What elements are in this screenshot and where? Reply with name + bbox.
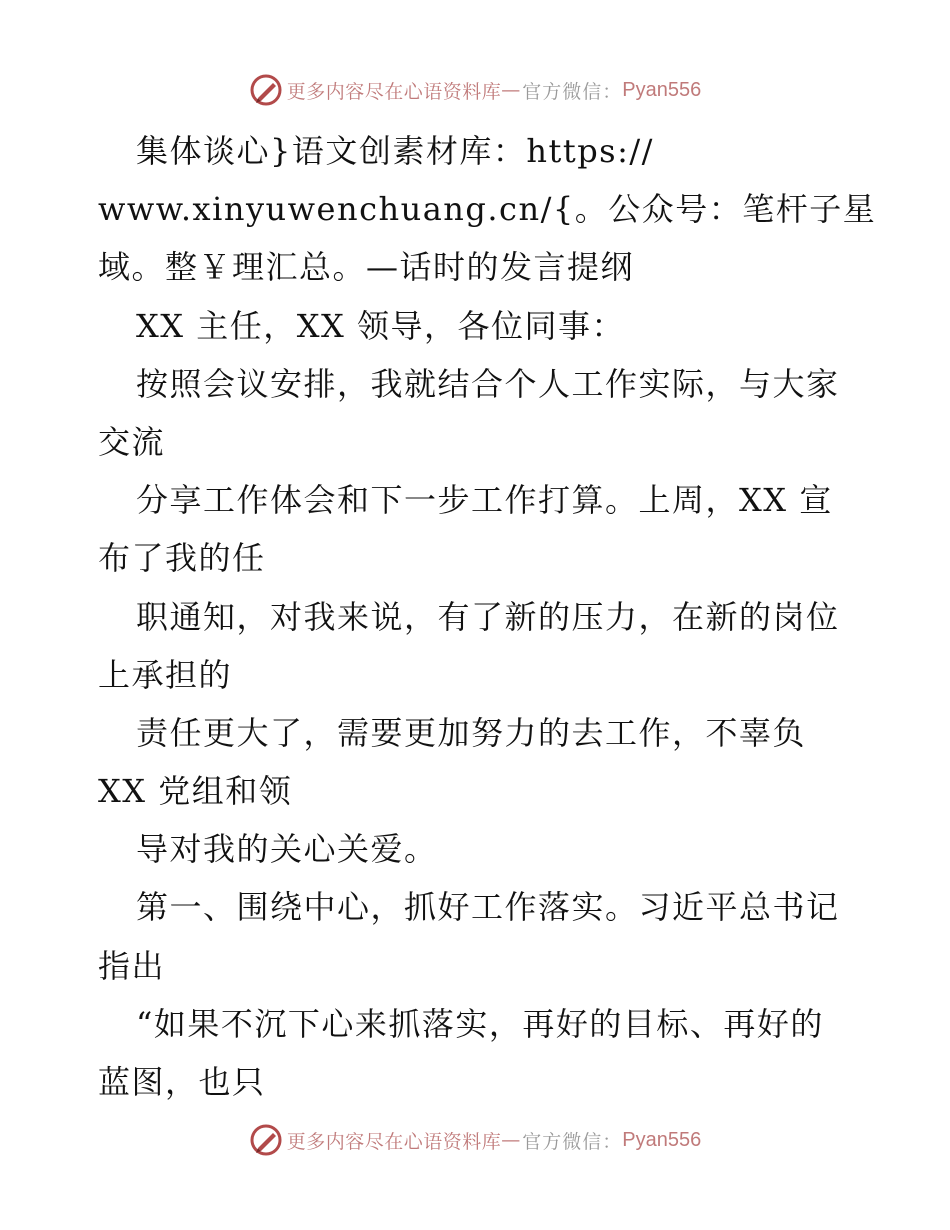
- document-body: [98, 122, 877, 1111]
- header-banner: [0, 70, 950, 110]
- text-line: 第一、围绕中心，抓好工作落实。习近平总书记: [136, 888, 840, 927]
- text-line: 指出: [98, 946, 166, 985]
- pen-logo-icon: [249, 73, 283, 107]
- text-line: 分享工作体会和下一步工作打算。上周，XX 宣: [136, 481, 833, 520]
- text-line: “如果不沉下心来抓落实，再好的目标、再好的: [136, 1004, 824, 1043]
- text-line: 职通知，对我来说，有了新的压力，在新的岗位: [136, 597, 840, 636]
- text-line: XX 主任，XX 领导，各位同事：: [136, 306, 625, 345]
- footer-banner: [0, 1120, 950, 1160]
- text-line: 交流: [98, 422, 166, 461]
- banner-wechat-label: 官方微信：: [522, 80, 623, 103]
- text-line: 责任更大了，需要更加努力的去工作，不辜负: [136, 713, 807, 752]
- banner-title: 更多内容尽在心语资料库: [286, 80, 502, 103]
- banner-title: 更多内容尽在心语资料库: [286, 1130, 502, 1153]
- text-line: 上承担的: [98, 655, 233, 694]
- text-line: 布了我的任: [98, 539, 266, 578]
- banner-wechat-id: Pyan556: [622, 78, 702, 101]
- text-line: 按照会议安排，我就结合个人工作实际，与大家: [136, 364, 840, 403]
- banner-dash: —: [501, 79, 521, 101]
- text-line: 集体谈心}语文创素材库：https://: [136, 132, 654, 170]
- text-line: 域。整￥理汇总。—话时的发言提纲: [98, 248, 635, 287]
- text-line: 导对我的关心关爱。: [136, 830, 438, 869]
- banner-dash: —: [501, 1129, 521, 1151]
- pen-logo-icon: [249, 1123, 283, 1157]
- banner-wechat-label: 官方微信：: [522, 1130, 623, 1153]
- text-line: 蓝图，也只: [98, 1063, 266, 1101]
- text-line: www.xinyuwenchuang.cn/{。公众号：笔杆子星: [98, 190, 877, 229]
- text-line: XX 党组和领: [98, 772, 293, 811]
- banner-wechat-id: Pyan556: [622, 1128, 702, 1151]
